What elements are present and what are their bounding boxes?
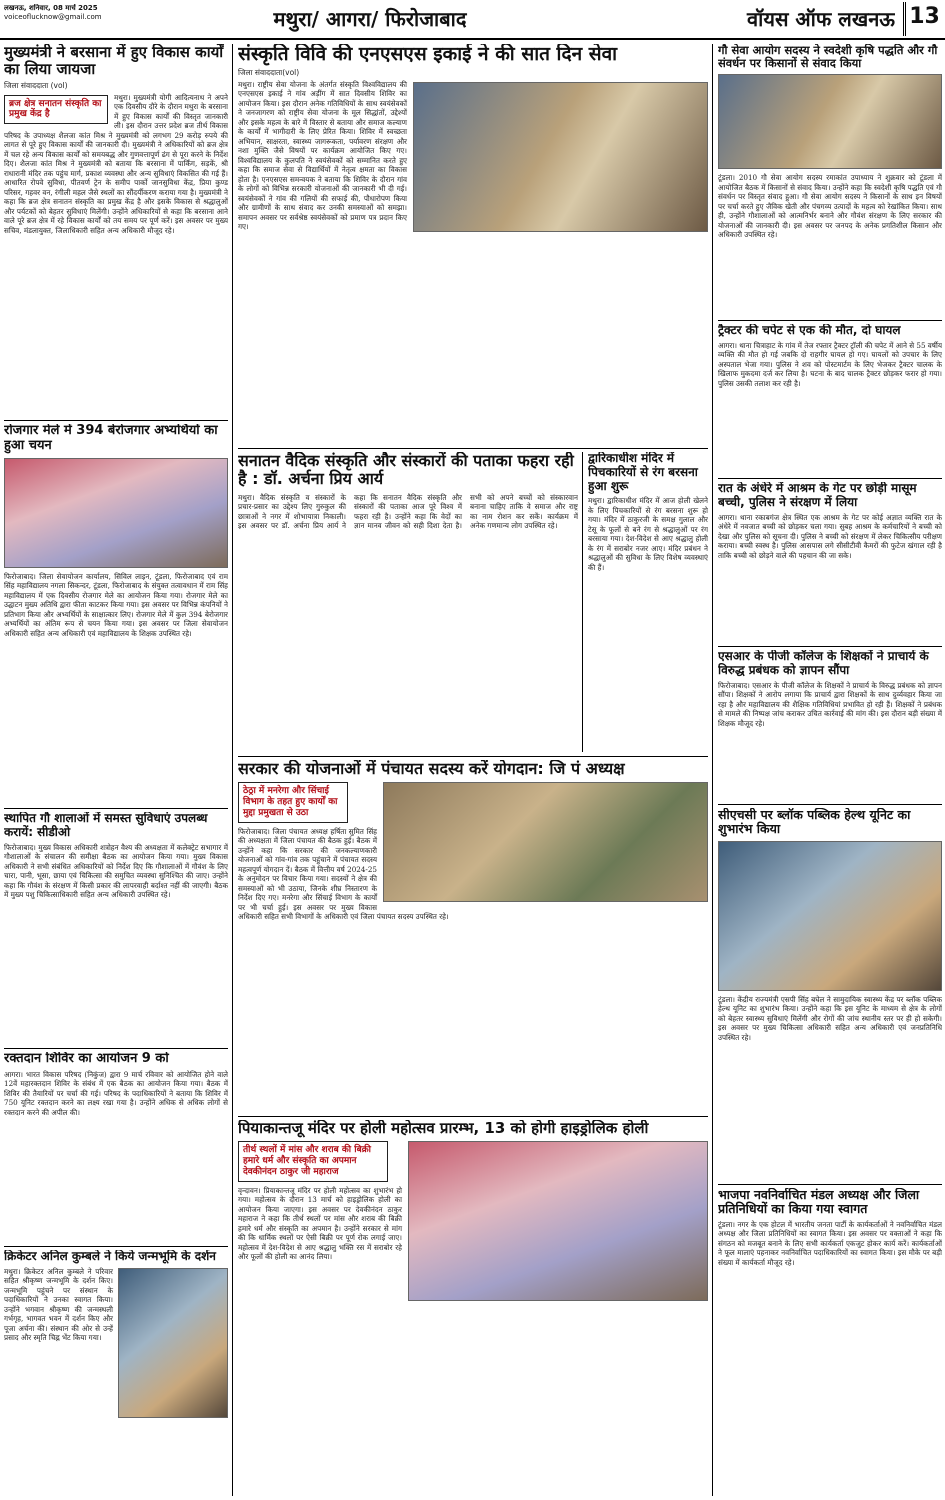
headline: द्वारिकाधीश मंदिर में पिचकारियों से रंग बरसना हुआ शुरू xyxy=(588,452,698,493)
headline: एसआर के पीजी कॉलेज के शिक्षकों ने प्राचार्य के विरुद्ध प्रबंधक को ज्ञापन सौंपा xyxy=(718,650,929,677)
masthead-dateline xyxy=(4,4,154,32)
article-body: फिरोजाबाद। जिला पंचायत अध्यक्ष हर्षिता सुमित सिंह की अध्यक्षता में जिला पंचायत की बैठक हुई। बैठक में उन्होंने कहा कि सरकार की जनकल्याणकारी योजनाओं को गांव-गांव तक पहुंचाने में पंचायत सदस्य महत्वपूर्ण योगदान दें। बैठक में वित्तीय वर्ष 2024-25 के अनुमोदन पर विचार किया गया। सदस्यों ने क्षेत्र की समस्याओं को भी उठाया, जिनके शीघ्र निस्तारण के निर्देश दिए गए। मनरेगा और सिंचाई विभाग के कार्यों पर भी चर्चा हुई। इस अवसर पर मुख्य विकास अधिकारी सहित सभी विभागों के अधिकारी एवं जिला पंचायत सदस्य उपस्थित रहे। xyxy=(238,826,449,922)
headline: सरकार की योजनाओं में पंचायत सदस्य करें योगदान: जि पं अध्यक्ष xyxy=(238,760,625,778)
article-body: मथुरा। वैदिक संस्कृति व संस्कारों के प्रचार-प्रसार का उद्देश्य लिए गुरुकुल की छात्राओं ने नगर में शोभायात्रा निकाली। इस अवसर पर डॉ. अर्चना प्रिय आर्य ने कहा कि सनातन वैदिक संस्कृति और संस्कारों की पताका आज पूरे विश्व में फहरा रही है। उन्होंने कहा कि वेदों का ज्ञान मानव जीवन को सही दिशा देता है। सभी को अपने बच्चों को संस्कारवान बनाना चाहिए ताकि वे समाज और राष्ट्र का नाम रोशन कर सकें। कार्यक्रम में अनेक गणमान्य लोग उपस्थित रहे। xyxy=(238,492,578,531)
headline: स्थापित गौ शालाओं में समस्त सुविधाएं उपलब्ध करायें: सीडीओ xyxy=(4,812,208,839)
article-cm xyxy=(4,44,228,416)
byline: जिला संवाददाता(vol) xyxy=(238,67,300,77)
article-dwarka xyxy=(588,452,708,752)
article-rojgar xyxy=(4,424,228,804)
headline: रात के अंधेरे में आश्रम के गेट पर छोड़ी मासूम बच्ची, पुलिस ने संरक्षण में लिया xyxy=(718,482,917,509)
headline: पियाकान्तजू मंदिर पर होली महोत्सव प्रारम्भ, 13 को होगी हाइड्रोलिक होली xyxy=(238,1120,649,1137)
chc-photo xyxy=(718,841,942,991)
article-body: वृन्दावन। प्रियाकान्तजू मंदिर पर होली महोत्सव का शुभारंभ हो गया। महोत्सव के दौरान 13 मार्च को हाइड्रोलिक होली का आयोजन किया जाएगा। इस अवसर पर देवकीनंदन ठाकुर महाराज ने कहा कि तीर्थ स्थलों पर मांस और शराब की बिक्री हमारे धर्म और संस्कृति का अपमान है। उन्होंने सरकार से मांग की कि धार्मिक स्थलों पर ऐसी बिक्री पर पूर्ण रोक लगाई जाए। महोत्सव में देश-विदेश से आए श्रद्धालु भक्ति रस में सराबोर रहे और फूलों की होली का आनंद लिया। xyxy=(238,1185,402,1262)
headline: रक्तदान शिविर का आयोजन 9 को xyxy=(4,1052,169,1066)
dateline: लखनऊ, शनिवार, 08 मार्च 2025 xyxy=(4,4,98,12)
article-sr xyxy=(718,650,942,800)
article-body: मथुरा। राष्ट्रीय सेवा योजना के अंतर्गत संस्कृति विश्वविद्यालय की एनएसएस इकाई ने गांव अड़ींग में सात दिवसीय शिविर का आयोजन किया। इस दौरान अनेक गतिविधियों के साथ स्वयंसेवकों ने जनजागरण को राष्ट्रीय सेवा योजना के मूल सिद्धांतों, उद्देश्यों और इसके महत्व के बारे में विस्तार से बताया और समाज कल्याण के कार्यों में भागीदारी के लिए प्रेरित किया। शिविर में स्वच्छता अभियान, साक्षरता, स्वास्थ्य जागरूकता, पर्यावरण संरक्षण और नशा मुक्ति जैसे विषयों पर कार्यक्रम आयोजित किए गए। विश्वविद्यालय के कुलपति ने स्वयंसेवकों को सम्मानित करते हुए कहा कि समाज सेवा से विद्यार्थियों में नेतृत्व क्षमता का विकास होता है। एनएसएस समन्वयक ने बताया कि शिविर के दौरान गांव के लोगों को विभिन्न सरकारी योजनाओं की जानकारी भी दी गई। स्वयंसेवकों ने गांव की गलियों की सफाई की, पौधारोपण किया और ग्रामीणों के साथ संवाद कर उनकी समस्याओं को समझा। समापन अवसर पर सर्वश्रेष्ठ स्वयंसेवकों को प्रमाण पत्र प्रदान किए गए। xyxy=(238,79,407,232)
gau-photo xyxy=(718,74,942,169)
article-body: मथुरा। क्रिकेटर अनिल कुम्बले ने परिवार सहित श्रीकृष्ण जन्मभूमि के दर्शन किए। जन्मभूमि पहुंचने पर संस्थान के पदाधिकारियों ने उनका स्वागत किया। उन्होंने भगवान श्रीकृष्ण की जन्मस्थली गर्भगृह, भागवत भवन में दर्शन किए और पूजा अर्चना की। संस्थान की ओर से उन्हें प्रसाद और स्मृति चिह्न भेंट किया गया। xyxy=(4,1266,113,1343)
byline: जिला संवाददाता (vol) xyxy=(4,80,68,90)
article-body: आगरा। थाना चित्राहाट के गांव में तेज रफ्तार ट्रैक्टर ट्रॉली की चपेट में आने से 55 वर्षीय व्यक्ति की मौत हो गई जबकि दो राहगीर घायल हो गए। घायलों को उपचार के लिए अस्पताल भेजा गया। पुलिस ने शव को पोस्टमार्टम के लिए भेजकर ट्रैक्टर चालक के खिलाफ मुकदमा दर्ज कर लिया है। घटना के बाद चालक ट्रैक्टर छोड़कर फरार हो गया। पुलिस उसकी तलाश कर रही है। xyxy=(718,340,942,388)
pull-quote: ठेठ्रा में मनरेगा और सिंचाई विभाग के तहत हुए कार्यों का मुद्दा प्रमुखता से उठा xyxy=(238,782,348,822)
headline: सीएचसी पर ब्लॉक पब्लिक हेल्थ यूनिट का शुभारंभ किया xyxy=(718,808,911,837)
rojgar-photo xyxy=(4,458,228,568)
article-nss xyxy=(238,44,708,444)
article-blood xyxy=(4,1052,228,1242)
website: voiceoflucknow@gmail.com xyxy=(4,13,102,22)
article-tractor xyxy=(718,324,942,474)
article-sarkar xyxy=(238,760,708,1112)
article-bjp xyxy=(718,1188,942,1496)
pull-quote: तीर्थ स्थलों में मांस और शराब की बिक्री हमारे धर्म और संस्कृति का अपमान देवकीनंदन ठाकुर जी महाराज xyxy=(238,1141,388,1181)
article-gau xyxy=(718,44,942,316)
headline: रोजगार मेले में 394 बेरोजगार अभ्यर्थियों का हुआ चयन xyxy=(4,424,218,453)
kumble-photo xyxy=(118,1268,228,1418)
article-gaushala xyxy=(4,812,228,1044)
article-chc xyxy=(718,808,942,1180)
article-kumble xyxy=(4,1250,228,1496)
article-body: टूंडला। 2010 गौ सेवा आयोग सदस्य रमाकांत उपाध्याय ने शुक्रवार को टूंडला में आयोजित बैठक में किसानों से संवाद किया। उन्होंने कहा कि स्वदेशी कृषि पद्धति एवं गौ संवर्धन पर विस्तृत संवाद हुआ। गौ सेवा आयोग सदस्य ने किसानों के साथ इन विषयों पर चर्चा करते हुए जैविक खेती और पंचगव्य उत्पादों के महत्व को रेखांकित किया। साथ ही, उन्होंने गौशालाओं को आत्मनिर्भर बनाने और गौवंश संरक्षण के लिए सरकार की योजनाओं की जानकारी दी। इस अवसर पर जनपद के अनेक प्रगतिशील किसान और अधिकारी उपस्थित रहे। xyxy=(718,173,942,240)
headline: गौ सेवा आयोग सदस्य ने स्वदेशी कृषि पद्धति और गौ संवर्धन पर किसानों से संवाद किया xyxy=(718,44,938,71)
section-title: मथुरा/ आगरा/ फिरोजाबाद xyxy=(273,7,467,31)
article-body: टूंडला। नगर के एक होटल में भारतीय जनता पार्टी के कार्यकर्ताओं ने नवनिर्वाचित मंडल अध्यक्ष और जिला प्रतिनिधियों का स्वागत किया। इस अवसर पर वक्ताओं ने कहा कि संगठन को मजबूत बनाने के लिए सभी कार्यकर्ता एकजुट होकर कार्य करें। कार्यकर्ताओं ने फूल मालाएं पहनाकर नवनिर्वाचित पदाधिकारियों का स्वागत किया। इस मौके पर बड़ी संख्या में कार्यकर्ता मौजूद रहे। xyxy=(718,1219,942,1267)
headline: क्रिकेटर अनिल कुम्बले ने किये जन्मभूमि के दर्शन xyxy=(4,1250,216,1263)
article-body: आगरा। भारत विकास परिषद (निकुंज) द्वारा 9 मार्च रविवार को आयोजित होने वाले 12वें महारक्तदान शिविर के संबंध में एक बैठक का आयोजन किया गया। बैठक में शिविर की तैयारियों पर चर्चा की गई। परिषद के पदाधिकारियों ने बताया कि शिविर में 750 यूनिट रक्तदान करने का लक्ष्य रखा गया है। उन्होंने अधिक से अधिक लोगों से रक्तदान करने की अपील की। xyxy=(4,1069,228,1117)
article-ashram xyxy=(718,482,942,642)
article-body: फिरोजाबाद। एसआर के पीजी कॉलेज के शिक्षकों ने प्राचार्य के विरुद्ध प्रबंधक को ज्ञापन सौंपा। शिक्षकों ने आरोप लगाया कि प्राचार्य द्वारा शिक्षकों के साथ दुर्व्यवहार किया जा रहा है और महाविद्यालय की शैक्षिक गतिविधियां प्रभावित हो रही हैं। शिक्षकों ने प्रबंधक से मामले की निष्पक्ष जांच कराकर उचित कार्रवाई की मांग की। इस दौरान बड़ी संख्या में शिक्षक मौजूद रहे। xyxy=(718,680,942,728)
article-body: मथुरा। द्वारिकाधीश मंदिर में आज होली खेलने के लिए पिचकारियों से रंग बरसना शुरू हो गया। मंदिर में ठाकुरजी के समक्ष गुलाल और टेसू के फूलों से बने रंग से श्रद्धालुओं पर रंग बरसाया गया। देश-विदेश से आए श्रद्धालु होली के रंग में सराबोर नजर आए। मंदिर प्रबंधन ने श्रद्धालुओं की सुविधा के लिए विशेष व्यवस्थाएं की हैं। xyxy=(588,496,708,572)
paper-name: वॉयस ऑफ लखनऊ xyxy=(747,7,895,31)
article-body: फिरोजाबाद। मुख्य विकास अधिकारी शत्रोहन वैश्य की अध्यक्षता में कलेक्ट्रेट सभागार में गौशालाओं के संचालन की समीक्षा बैठक का आयोजन किया गया। मुख्य विकास अधिकारी ने सभी संबंधित अधिकारियों को निर्देश दिए कि गौशालाओं में गौवंश के लिए चारा, पानी, भूसा, छाया एवं चिकित्सा की समुचित व्यवस्था सुनिश्चित की जाए। उन्होंने कहा कि गौवंश के संरक्षण में किसी प्रकार की लापरवाही बर्दाश्त नहीं की जाएगी। बैठक में मुख्य पशु चिकित्साधिकारी सहित अन्य अधिकारी उपस्थित रहे। xyxy=(4,842,228,900)
headline: ट्रैक्टर की चपेट से एक की मौत, दो घायल xyxy=(718,324,901,337)
nss-photo xyxy=(413,82,708,232)
article-body: आगरा। थाना रकाबगंज क्षेत्र स्थित एक आश्रम के गेट पर कोई अज्ञात व्यक्ति रात के अंधेरे में नवजात बच्ची को छोड़कर चला गया। सुबह आश्रम के कर्मचारियों ने बच्ची को देखा और पुलिस को सूचना दी। पुलिस ने बच्ची को संरक्षण में लेकर चिकित्सीय परीक्षण कराया। बच्ची स्वस्थ है। पुलिस आसपास लगे सीसीटीवी कैमरों की फुटेज खंगाल रही है ताकि बच्ची को छोड़ने वाले की पहचान की जा सके। xyxy=(718,512,942,560)
page-number: 13 xyxy=(903,2,943,36)
headline: संस्कृति विवि की एनएसएस इकाई ने की सात दिन सेवा xyxy=(238,44,618,65)
article-body: टूंडला। केंद्रीय राज्यमंत्री एसपी सिंह बघेल ने सामुदायिक स्वास्थ्य केंद्र पर ब्लॉक पब्लिक हेल्थ यूनिट का शुभारंभ किया। उन्होंने कहा कि इस यूनिट के माध्यम से क्षेत्र के लोगों को बेहतर स्वास्थ्य सुविधाएं मिलेंगी और रोगों की जांच स्थानीय स्तर पर ही हो सकेगी। इस अवसर पर मुख्य चिकित्सा अधिकारी सहित अन्य अधिकारी एवं जनप्रतिनिधि उपस्थित रहे। xyxy=(718,994,942,1042)
article-sanatan xyxy=(238,452,578,752)
headline: सनातन वैदिक संस्कृति और संस्कारों की पताका फहरा रही है : डॉ. अर्चना प्रिय आर्य xyxy=(238,452,574,489)
holi-photo xyxy=(408,1141,708,1301)
headline: भाजपा नवनिर्वाचित मंडल अध्यक्ष और जिला प्रतिनिधियों का किया गया स्वागत xyxy=(718,1188,920,1217)
headline: मुख्यमंत्री ने बरसाना में हुए विकास कार्यों का लिया जायजा xyxy=(4,44,224,79)
article-body: मथुरा। मुख्यमंत्री योगी आदित्यनाथ ने अपने एक दिवसीय दौरे के दौरान मथुरा के बरसाना में हुए विकास कार्यों की विस्तृत जानकारी ली। इस दौरान उत्तर प्रदेश ब्रज तीर्थ विकास परिषद के उपाध्यक्ष शैलजा कांत मिश्र ने मुख्यमंत्री को लगभग 29 करोड़ रुपये की लागत से पूरे हुए विकास कार्यों की जानकारी दी। मुख्यमंत्री ने अधिकारियों को ब्रज क्षेत्र में चल रहे अन्य विकास कार्यों को समयबद्ध और गुणवत्तापूर्ण ढंग से पूरा करने के निर्देश दिए। शैलजा कांत मिश्र ने मुख्यमंत्री को बताया कि बरसाना में पार्किंग, सड़कें, श्री राधारानी मंदिर तक पहुंच मार्ग, प्रकाश व्यवस्था और अन्य सुविधाएं विकसित की गई हैं। आधारित रोपवे सुविधा, पीतवर्ण ट्रेन के समीप पार्को जानसुविधा केंद्र, प्रिया कुण्ड परिसर, गहवर वन, रंगीली महल जैसे स्थलों का सौंदर्यीकरण कराया गया है। मुख्यमंत्री ने कहा कि ब्रज क्षेत्र सनातन संस्कृति का प्रमुख केंद्र है और इसके विकास से श्रद्धालुओं और पर्यटकों को बेहतर सुविधाएं मिलेंगी। उन्होंने अधिकारियों से कहा कि बरसाना आने वाले पूरे ब्रज क्षेत्र में रहे विकास कार्यों को तय समय पर पूर्ण करें। इस अवसर पर मुख्य सचिव, मंडलायुक्त, जिलाधिकारी सहित अन्य अधिकारी मौजूद रहे। xyxy=(4,92,228,235)
article-body: फिरोजाबाद। जिला सेवायोजन कार्यालय, सिविल लाइन, टूंडला, फिरोजाबाद एवं राम सिंह महाविद्यालय नगला सिकन्दर, टूंडला, फिरोजाबाद के संयुक्त तत्वावधान में राम सिंह महाविद्यालय में एक दिवसीय रोजगार मेले का आयोजन किया गया। रोजगार मेले का उद्घाटन मुख्य अतिथि द्वारा फीता काटकर किया गया। इस अवसर पर विभिन्न कंपनियों ने प्रतिभाग किया और अभ्यर्थियों के साक्षात्कार लिए। रोजगार मेले में कुल 394 बेरोजगार अभ्यर्थियों का अंतिम रूप से चयन किया गया। इस अवसर पर जिला सेवायोजन अधिकारी सहित अन्य अधिकारी एवं महाविद्यालय के शिक्षक उपस्थित रहे। xyxy=(4,571,228,638)
pull-quote: ब्रज क्षेत्र सनातन संस्कृति का प्रमुख केंद्र है xyxy=(4,95,108,125)
sarkar-photo xyxy=(383,782,708,902)
article-holi xyxy=(238,1120,708,1496)
